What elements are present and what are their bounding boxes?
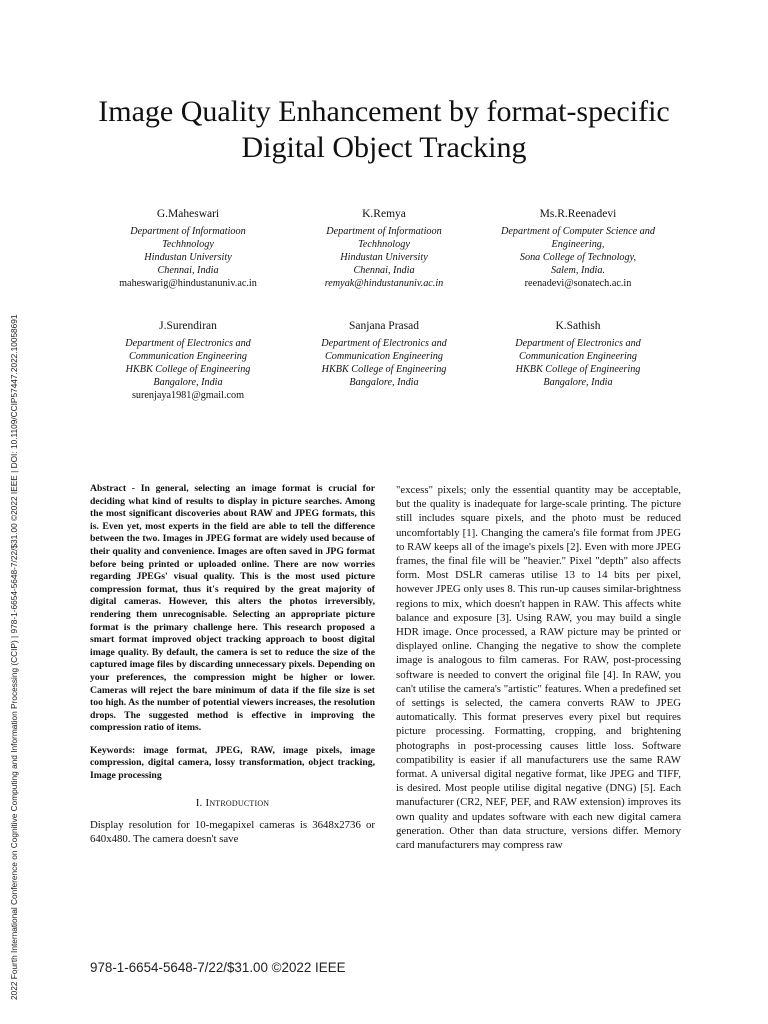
- title-line-1: Image Quality Enhancement by format-specific: [98, 95, 670, 128]
- copyright-footer: 978-1-6654-5648-7/22/$31.00 ©2022 IEEE: [90, 960, 346, 975]
- author-name: Ms.R.Reenadevi: [539, 208, 617, 220]
- title-line-2: Digital Object Tracking: [241, 131, 527, 164]
- author-affiliation-line: HKBK College of Engineering: [125, 364, 251, 375]
- paper-title: [60, 94, 708, 166]
- author-email: reenadevi@sonatech.ac.in: [524, 278, 632, 289]
- author-name: K.Remya: [362, 208, 406, 220]
- author-affiliation-line: Department of Informatioon: [130, 226, 246, 237]
- author-affiliation-line: Chennai, India: [157, 265, 219, 276]
- intro-paragraph: Display resolution for 10-megapixel cameras is 3648x2736 or 640x480. The camera doesn't save: [90, 818, 375, 845]
- author-affiliation-line: Communication Engineering: [325, 351, 443, 362]
- left-column: [90, 483, 375, 846]
- conference-side-note: 2022 Fourth International Conference on Cognitive Computing and Information Processing (CCIP) | 978-1-6654-5648-7/22/$31.00 ©2022 IEEE | DOI: 10.1109/CCIP57447.2022.10058691: [9, 314, 19, 1000]
- author-affiliation-line: Bangalore, India: [153, 377, 223, 388]
- author-block: [90, 208, 286, 290]
- body-paragraph: "excess" pixels; only the essential quantity may be acceptable, but the quality is inadequate for large-scale printing. The picture still includes square pixels, and the photo must be reduced uncomfortably [1]. Changing the camera's file format from JPEG to RAW keeps all of the image's pixels [2]. Even with more JPEG frames, the final file will be "heavier." Pixel "depth" also affects form. Most DSLR cameras utilise 13 to 14 bits per pixel, however JPEG only uses 8. This run-up causes similar-brightness regions to mix, which doesn't happen in RAW. This affects white balance and exposure [3]. Using RAW, you may build a single HDR image. Once processed, a RAW picture may be printed or displayed online. Changing the negative to show the complete image is analogous to film cameras. For RAW, post-processing software is needed to convert the original file [4]. In RAW, you can't utilise the camera's "artistic" features. When a predefined set of settings is selected, the camera converts RAW to JPEG automatically. This format preserves every pixel but requires picture processing. Formatting, cropping, and brightening photographs in post-processing causes little loss. Software compatibility is easier if all manufacturers use the same RAW format. A universal digital negative format, like JPEG and TIFF, is desired. Most people utilise digital negative (DNG) [5]. Each manufacturer (CR2, NEF, PEF, and RAW extension) improves its own quality and updates software with each new digital camera generation. Other than data structure, versions differ. Memory card manufacturers may compress raw: [396, 484, 681, 852]
- author-block: [286, 208, 482, 290]
- author-name: Sanjana Prasad: [349, 320, 419, 332]
- author-affiliation-line: Department of Informatioon: [326, 226, 442, 237]
- author-affiliation-line: Department of Computer Science and: [501, 226, 655, 237]
- author-affiliation-line: Hindustan University: [340, 252, 428, 263]
- section-heading: I. Introduction: [195, 796, 270, 809]
- author-affiliation-line: HKBK College of Engineering: [515, 364, 641, 375]
- author-name: J.Surendiran: [159, 320, 217, 332]
- author-affiliation-line: Chennai, India: [353, 265, 415, 276]
- author-affiliation-line: Engineering,: [551, 239, 605, 250]
- author-email: surenjaya1981@gmail.com: [131, 390, 245, 401]
- abstract: Abstract - In general, selecting an image format is crucial for deciding what kind of results to display in picture searches. Among the most significant discoveries about RAW and JPEG formats, this is. Even yet, most experts in the field are able to tell the difference between the two. Images in JPEG format are widely used because of their quality and convenience. Images are often saved in JPG format before being printed or uploaded online. There are now worries regarding JPEGs' visual quality. This is the most used picture compression format, thus it's required by the great majority of digital cameras. However, this alters the photos irreversibly, rendering them unrecognisable. Selecting an appropriate picture format is the primary challenge here. This research proposed a smart format improved object tracking approach to boost digital image quality. By default, the camera is set to reduce the size of the captured image files by discarding unnecessary pixels. Depending on your preferences, the compression might be higher or lower. Cameras will reject the bare minimum of data if the file size is set too high. As the number of potential viewers increases, the resolution drops. The suggested method is effective in improving the compression ratio of items.: [90, 483, 375, 734]
- author-email: maheswarig@hindustanuniv.ac.in: [119, 278, 257, 289]
- author-affiliation-line: HKBK College of Engineering: [321, 364, 447, 375]
- author-block: [90, 320, 286, 402]
- keywords: Keywords: image format, JPEG, RAW, image pixels, image compression, digital camera, lossy transformation, object tracking, Image processing: [90, 744, 375, 782]
- author-block: [480, 208, 676, 290]
- author-affiliation-line: Communication Engineering: [519, 351, 637, 362]
- author-affiliation-line: Techhnology: [162, 239, 214, 250]
- author-affiliation-line: Salem, India.: [550, 265, 606, 276]
- author-block: [480, 320, 676, 389]
- author-affiliation-line: Department of Electronics and: [515, 338, 641, 349]
- author-affiliation-line: Techhnology: [358, 239, 410, 250]
- author-name: G.Maheswari: [156, 208, 220, 220]
- author-affiliation-line: Department of Electronics and: [321, 338, 447, 349]
- author-block: [286, 320, 482, 389]
- author-affiliation-line: Sona College of Technology,: [519, 252, 637, 263]
- author-affiliation-line: Department of Electronics and: [125, 338, 251, 349]
- author-email: remyak@hindustanuniv.ac.in: [324, 278, 444, 289]
- author-affiliation-line: Hindustan University: [144, 252, 232, 263]
- author-affiliation-line: Communication Engineering: [129, 351, 247, 362]
- right-column: [396, 483, 681, 852]
- author-affiliation-line: Bangalore, India: [543, 377, 613, 388]
- author-name: K.Sathish: [555, 320, 601, 332]
- author-affiliation-line: Bangalore, India: [349, 377, 419, 388]
